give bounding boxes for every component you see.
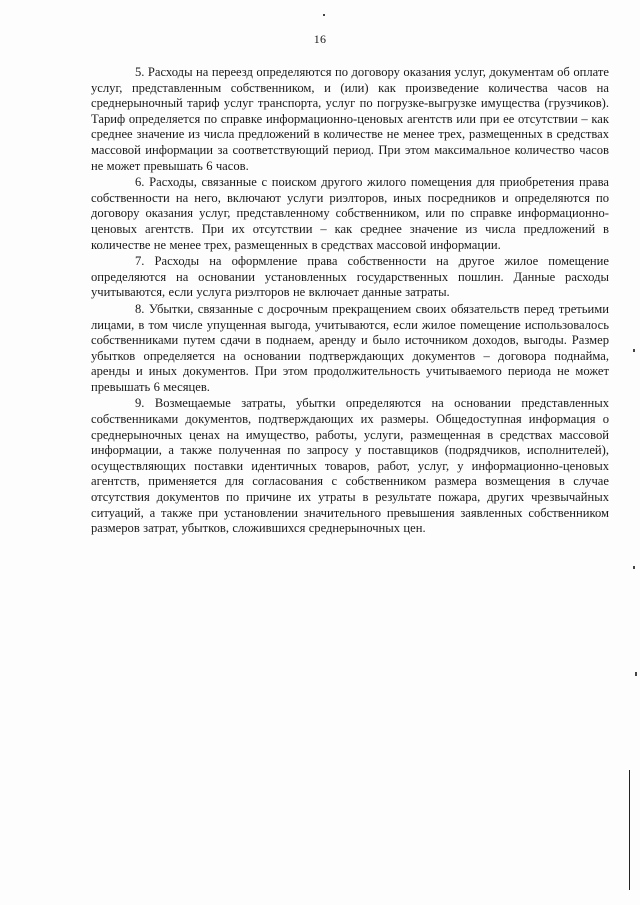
page-number: 16 bbox=[313, 32, 327, 46]
document-body bbox=[91, 65, 609, 538]
scan-speck bbox=[635, 672, 637, 676]
paragraph-8: 8. Убытки, связанные с досрочным прекращением своих обязательств перед третьими лицами, в том числе упущенная выгода, учитываются, если жилое помещение использовалось собственниками путем сдачи в поднаем, аренду и было источником доходов, выгоды. Размер убытков определяется на основании подтверждающих документов – договора поднайма, аренды и иных документов. При этом продолжительность учитываемого периода не может превышать 6 месяцев. bbox=[91, 301, 609, 394]
scan-speck bbox=[323, 14, 325, 16]
paragraph-5: 5. Расходы на переезд определяются по договору оказания услуг, документам об оплате услуг, представленным собственником, и (или) как произведение количества часов на среднерыночный тариф услуг транспорта, услуг по погрузке-выгрузке имущества (грузчиков). Тариф определяется по справке информационно-ценовых агентств или при ее отсутствии – как среднее значение из числа предложений в количестве не менее трех, размещенных в средствах массовой информации за соответствующий период. При этом максимальное количество часов не может превышать 6 часов. bbox=[91, 65, 609, 173]
paragraph-9: 9. Возмещаемые затраты, убытки определяются на основании представленных собственниками документов, подтверждающих их размеры. Общедоступная информация о среднерыночных ценах на имущество, работы, услуги, размещенная в средствах массовой информации, а также полученная по запросу у поставщиков (подрядчиков, исполнителей), осуществляющих поставки идентичных товаров, работ, услуг, у информационно-ценовых агентств, применяется для согласования с собственником размера возмещения в случае отсутствия документов по причине их утраты в результате пожара, других чрезвычайных ситуаций, а также при установлении значительного превышения заявленных собственником размеров затрат, убытков, сложившихся среднерыночных цен. bbox=[91, 396, 609, 536]
scan-speck bbox=[633, 349, 635, 352]
paragraph-7: 7. Расходы на оформление права собственности на другое жилое помещение определяются на основании установленных государственных пошлин. Данные расходы учитываются, если услуга риэлторов не включает данные затраты. bbox=[91, 254, 609, 300]
scan-edge-line bbox=[629, 770, 630, 890]
scan-speck bbox=[633, 566, 635, 569]
paragraph-6: 6. Расходы, связанные с поиском другого жилого помещения для приобретения права собственности на него, включают услуги риэлторов, иных посредников и определяются по договору оказания услуг, представленному собственником, или по справке информационно-ценовых агентств. При их отсутствии – как среднее значение из числа предложений в количестве не менее трех, размещенных в средствах массовой информации. bbox=[91, 175, 609, 252]
